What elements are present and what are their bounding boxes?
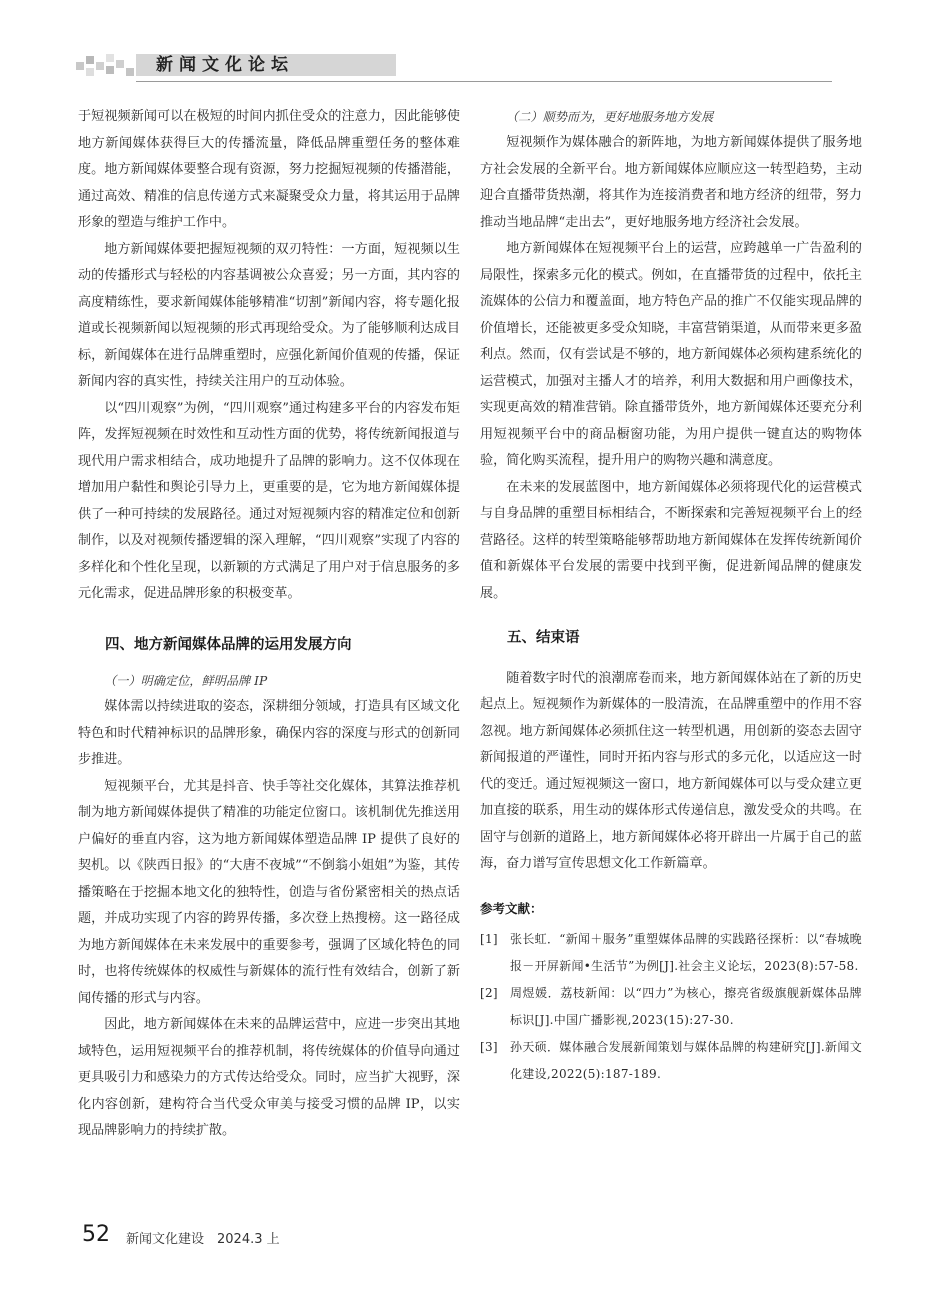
paragraph: 地方新闻媒体在短视频平台上的运营，应跨越单一广告盈利的局限性，探索多元化的模式。例如，在直播带货的过程中，依托主流媒体的公信力和覆盖面，地方特色产品的推广不仅能实现品牌的价值增长，还能被更多受众知晓，丰富营销渠道，从而带来更多盈利点。然而，仅有尝试是不够的，地方新闻媒体必须构建系统化的运营模式，加强对主播人才的培养，利用大数据和用户画像技术，实现更高效的精准营销。除直播带货外，地方新闻媒体还要充分利用短视频平台中的商品橱窗功能，为用户提供一键直达的购物体验，简化购买流程，提升用户的购物兴趣和满意度。 — [480, 241, 862, 468]
references-title: 参考文献： — [480, 900, 543, 916]
reference-item — [480, 980, 862, 1034]
header-rule — [136, 81, 832, 82]
paragraph: 随着数字时代的浪潮席卷而来，地方新闻媒体站在了新的历史起点上。短视频作为新媒体的一股清流，在品牌重塑中的作用不容忽视。地方新闻媒体必须抓住这一转型机遇，用创新的姿态去固守新闻报道的严谨性，同时开拓内容与形式的多元化，以适应这一时代的变迁。通过短视频这一窗口，地方新闻媒体可以与受众建立更加直接的联系，用生动的媒体形式传递信息，激发受众的共鸣。在固守与创新的道路上，地方新闻媒体必将开辟出一片属于自己的蓝海，奋力谱写宣传思想文化工作新篇章。 — [480, 670, 862, 871]
subsection-heading: （一）明确定位，鲜明品牌 IP — [104, 674, 268, 688]
paragraph: 在未来的发展蓝图中，地方新闻媒体必须将现代化的运营模式与自身品牌的重塑目标相结合，不断探索和完善短视频平台上的经营路径。这样的转型策略能够帮助地方新闻媒体在发挥传统新闻价值和新媒体平台发展的需要中找到平衡，促进新闻品牌的健康发展。 — [480, 479, 862, 601]
left-column — [78, 104, 460, 1145]
reference-text: 孙天硕．媒体融合发展新闻策划与媒体品牌的构建研究[J].新闻文化建设,2022(5):187-189. — [510, 1040, 862, 1081]
paragraph: 地方新闻媒体要把握短视频的双刃特性：一方面，短视频以生动的传播形式与轻松的内容基调被公众喜爱；另一方面，其内容的高度精练性，要求新闻媒体能够精准“切割”新闻内容，将专题化报道或长视频新闻以短视频的形式再现给受众。为了能够顺利达成目标，新闻媒体在进行品牌重塑时，应强化新闻价值观的传播，保证新闻内容的真实性，持续关注用户的互动体验。 — [78, 241, 460, 389]
right-column — [480, 104, 862, 1088]
paragraph: 因此，地方新闻媒体在未来的品牌运营中，应进一步突出其地域特色，运用短视频平台的推荐机制，将传统媒体的价值导向通过更具吸引力和感染力的方式传达给受众。同时，应当扩大视野，深化内容创新，建构符合当代受众审美与接受习惯的品牌 IP，以实现品牌影响力的持续扩散。 — [78, 1017, 460, 1138]
subsection-heading: （二）顺势而为，更好地服务地方发展 — [506, 110, 714, 124]
reference-number: [2] — [480, 986, 498, 1000]
reference-number: [3] — [480, 1040, 498, 1054]
paragraph: 以“四川观察”为例，“四川观察”通过构建多平台的内容发布矩阵，发挥短视频在时效性和互动性方面的优势，将传统新闻报道与现代用户需求相结合，成功地提升了品牌的影响力。这不仅体现在增加用户黏性和舆论引导力上，更重要的是，它为地方新闻媒体提供了一种可持续的发展路径。通过对短视频内容的精准定位和创新制作，以及对视频传播逻辑的深入理解，“四川观察”实现了内容的多样化和个性化呈现，以新颖的方式满足了用户对于信息服务的多元化需求，促进品牌形象的积极变革。 — [78, 400, 460, 601]
page-header — [76, 52, 832, 84]
paragraph: 短视频平台，尤其是抖音、快手等社交化媒体，其算法推荐机制为地方新闻媒体提供了精准的功能定位窗口。该机制优先推送用户偏好的垂直内容，这为地方新闻媒体塑造品牌 IP 提供了良好的契机。以《陕西日报》的“大唐不夜城”“不倒翁小姐姐”为鉴，其传播策略在于挖掘本地文化的独特性，创造与省份紧密相关的热点话题，并成功实现了内容的跨界传播，多次登上热搜榜。这一路径成为地方新闻媒体在未来发展中的重要参考，强调了区域化特色的同时，也将传统媒体的权威性与新媒体的流行性有效结合，创新了新闻传播的形式与内容。 — [78, 778, 460, 1006]
header-pixel-decoration — [76, 52, 136, 78]
paragraph: 于短视频新闻可以在极短的时间内抓住受众的注意力，因此能够使地方新闻媒体获得巨大的传播流量，降低品牌重塑任务的整体难度。地方新闻媒体要整合现有资源，努力挖掘短视频的传播潜能，通过高效、精准的信息传递方式来凝聚受众力量，将其运用于品牌形象的塑造与维护工作中。 — [78, 109, 460, 230]
reference-item — [480, 1034, 862, 1088]
reference-text: 周煜媛．荔枝新闻：以“四力”为核心，擦亮省级旗舰新媒体品牌标识[J].中国广播影视,2023(15):27-30. — [510, 986, 862, 1027]
section-heading: 四、地方新闻媒体品牌的运用发展方向 — [105, 636, 352, 653]
paragraph: 媒体需以持续进取的姿态，深耕细分领域，打造具有区域文化特色和时代精神标识的品牌形象，确保内容的深度与形式的创新同步推进。 — [78, 699, 460, 767]
reference-item — [480, 926, 862, 980]
reference-text: 张长虹．“新闻＋服务”重塑媒体品牌的实践路径探析：以“春城晚报－开屏新闻•生活节”为例[J].社会主义论坛，2023(8):57-58. — [510, 932, 862, 973]
journal-issue: 新闻文化建设 2024.3 上 — [126, 1232, 280, 1247]
paragraph: 短视频作为媒体融合的新阵地，为地方新闻媒体提供了服务地方社会发展的全新平台。地方新闻媒体应顺应这一转型趋势，主动迎合直播带货热潮，将其作为连接消费者和地方经济的纽带，努力推动当地品牌“走出去”，更好地服务地方经济社会发展。 — [480, 135, 862, 230]
reference-number: [1] — [480, 932, 498, 946]
page-number: 52 — [82, 1222, 110, 1247]
section-heading: 五、结束语 — [507, 630, 580, 646]
section-title: 新闻文化论坛 — [156, 55, 294, 75]
